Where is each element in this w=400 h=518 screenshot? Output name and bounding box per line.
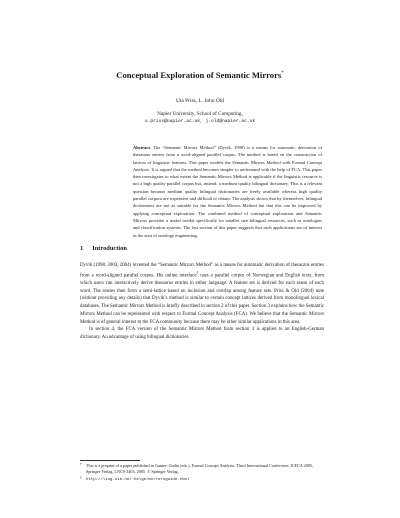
title-footnote-mark: * — [281, 71, 284, 77]
footnote-rule — [80, 460, 140, 461]
body-text — [80, 262, 324, 342]
section-heading — [80, 245, 127, 252]
footnote-url: http://ling.uib.no/~helge/mirrorsguide.html — [86, 477, 190, 482]
affiliation-block — [0, 111, 400, 125]
footnote-mark: 1 — [80, 475, 82, 480]
paper-authors: Uta Priss, L. John Old — [176, 98, 224, 104]
footnote-mark: * — [80, 463, 82, 467]
footnote-text: This is a preprint of a paper published in Ganter; Godin (eds.), Formal Concept Analysis: Third International Conference, ICFCA 2005, Springer Verlag, LNCS 3403, 2005. © Springer Verlag. — [86, 463, 314, 475]
title-text: Conceptual Exploration of Semantic Mirrors — [116, 70, 282, 80]
affiliation: Napier University, School of Computing, — [157, 111, 243, 117]
paragraph-1 — [80, 262, 324, 326]
footnote-item — [80, 463, 324, 476]
section-number: 1 — [80, 245, 84, 252]
footnote-item — [80, 476, 324, 483]
abstract-text: The “Semantic Mirrors Method” (Dyvik, 1998) is a means for automatic derivation of thesaurus entries from a word-aligned parallel corpus. The method is based on the construction of lattices of linguistic features. This paper models the Semantic Mirrors Method with Formal Concept Analysis. It is argued that the method becomes simpler to understand with the help of FCA. This paper then investigates to what extent the Semantic Mirrors Method is applicable if the linguistic resource is not a high quality parallel corpus but, instead, a medium quality bilingual dictionary. This is a relevant question because medium quality bilingual dictionaries are freely available whereas high quality parallel corpora are expensive and difficult to obtain. The analysis shows that by themselves, bilingual dictionaries are not as suitable for the Semantic Mirrors Method but that this can be improved by applying conceptual exploration. The combined method of conceptual exploration and Semantic Mirrors provides a useful toolkit specifically for smaller size bilingual resources, such as ontologies and classification systems. The last section of this paper suggests that such applications are of interest in the area of ontology engineering. — [133, 145, 322, 238]
footnote-ref-1: 1 — [196, 270, 199, 275]
paper-title — [0, 70, 400, 80]
author-emails: u.priss@napier.ac.uk, j.old@napier.ac.uk — [144, 119, 256, 125]
abstract-label: Abstract. — [133, 145, 152, 150]
paragraph-2: In section 4, the FCA version of the Semantic Mirrors Method from section 3 is applied to an English-German dictionary. An advantage of using bilingual dictionaries — [80, 327, 324, 340]
section-title: Introduction — [92, 245, 127, 252]
paragraph-1-part-b: uses a parallel corpus of Norwegian and English texts, from which users can interactively derive thesaurus entries in either language. A feature set is derived for each sense of each word. The senses then form a semi-lattice based on inclusion and overlap among feature sets. Priss & Old (2004) note (without providing any details) that Dyvik’s method is similar to certain concept lattices derived from monolingual lexical databases. The Semantic Mirrors Method is briefly described in section 2 of this paper. Section 3 explains how the Semantic Mirrors Method can be represented with respect to Formal Concept Analysis (FCA). We believe that the Semantic Mirrors Method is of general interest to the FCA community because there may be other similar applications in this area. — [80, 273, 325, 325]
paragraph-1-part-a: Dyvik (1998, 2003, 2004) invented the “Semantic Mirrors Method” as a means for automatic derivation of thesaurus entries from a word-aligned parallel corpus. His online interface — [80, 263, 324, 279]
abstract — [133, 144, 322, 239]
footnotes — [80, 463, 324, 483]
